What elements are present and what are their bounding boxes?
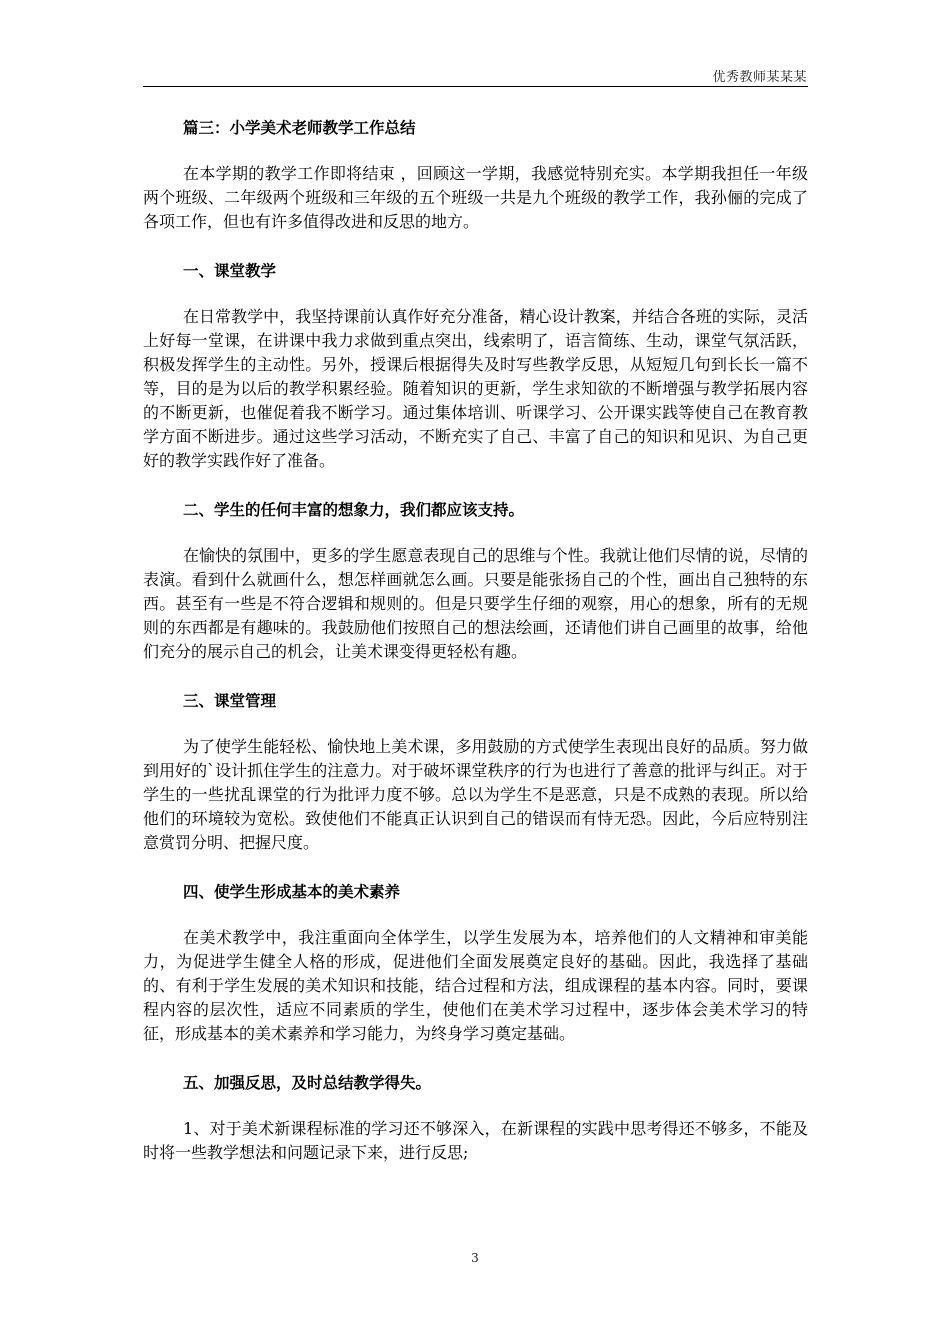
header-divider [143,86,808,87]
section-body-classroom-management: 为了使学生能轻松、愉快地上美术课，多用鼓励的方式使学生表现出良好的品质。努力做到用好的`设计抓住学生的注意力。对于破坏课堂秩序的行为也进行了善意的批评与纠正。对于学生的一些扰乱课堂的行为批评力度不够。总以为学生不是恶意，只是不成熟的表现。所以给他们的环境较为宽松。致使他们不能真正认识到自己的错误而有恃无恐。因此，今后应特别注意赏罚分明、把握尺度。 [143,737,808,852]
page-header-text: 优秀教师某某某 [712,70,807,85]
section-heading-art-literacy: 四、使学生形成基本的美术素养 [183,883,401,901]
section-heading-imagination: 二、学生的任何丰富的想象力，我们都应该支持。 [183,501,525,519]
page-number: 3 [471,1251,479,1265]
section-heading-reflection: 五、加强反思，及时总结教学得失。 [183,1074,432,1092]
section-body-art-literacy: 在美术教学中，我注重面向全体学生，以学生发展为本，培养他们的人文精神和审美能力，为促进学生健全人格的形成，促进他们全面发展奠定良好的基础。因此，我选择了基础的、有利于学生发展的美术知识和技能，结合过程和方法，组成课程的基本内容。同时，要课程内容的层次性，适应不同素质的学生，使他们在美术学习过程中，逐步体会美术学习的特征，形成基本的美术素养和学习能力，为终身学习奠定基础。 [143,928,808,1043]
section-body-imagination: 在愉快的氛围中，更多的学生愿意表现自己的思维与个性。我就让他们尽情的说，尽情的表演。看到什么就画什么，想怎样画就怎么画。只要是能张扬自己的个性，画出自己独特的东西。甚至有一些是不符合逻辑和规则的。但是只要学生仔细的观察，用心的想象，所有的无规则的东西都是有趣味的。我鼓励他们按照自己的想法绘画，还请他们讲自己画里的故事，给他们充分的展示自己的机会，让美术课变得更轻松有趣。 [143,546,808,661]
section-body-reflection: 1、对于美术新课程标准的学习还不够深入，在新课程的实践中思考得还不够多，不能及时将一些教学想法和问题记录下来，进行反思; [143,1119,808,1162]
section-body-classroom-teaching: 在日常教学中，我坚持课前认真作好充分准备，精心设计教案，并结合各班的实际，灵活上好每一堂课，在讲课中我力求做到重点突出，线索明了，语言简练、生动，课堂气氛活跃，积极发挥学生的主动性。另外，授课后根据得失及时写些教学反思，从短短几句到长长一篇不等，目的是为以后的教学积累经验。随着知识的更新，学生求知欲的不断增强与教学拓展内容的不断更新，也催促着我不断学习。通过集体培训、听课学习、公开课实践等使自己在教育教学方面不断进步。通过这些学习活动，不断充实了自己、丰富了自己的知识和见识、为自己更好的教学实践作好了准备。 [143,307,808,470]
intro-paragraph: 在本学期的教学工作即将结束 ，回顾这一学期，我感觉特别充实。本学期我担任一年级两个班级、二年级两个班级和三年级的五个班级一共是九个班级的教学工作，我孙俪的完成了各项工作，但也有许多值得改进和反思的地方。 [143,164,808,231]
section-heading-classroom-teaching: 一、课堂教学 [183,262,277,280]
section-heading-classroom-management: 三、课堂管理 [183,692,277,710]
document-title: 篇三：小学美术老师教学工作总结 [183,119,416,137]
document-body [143,116,808,1165]
